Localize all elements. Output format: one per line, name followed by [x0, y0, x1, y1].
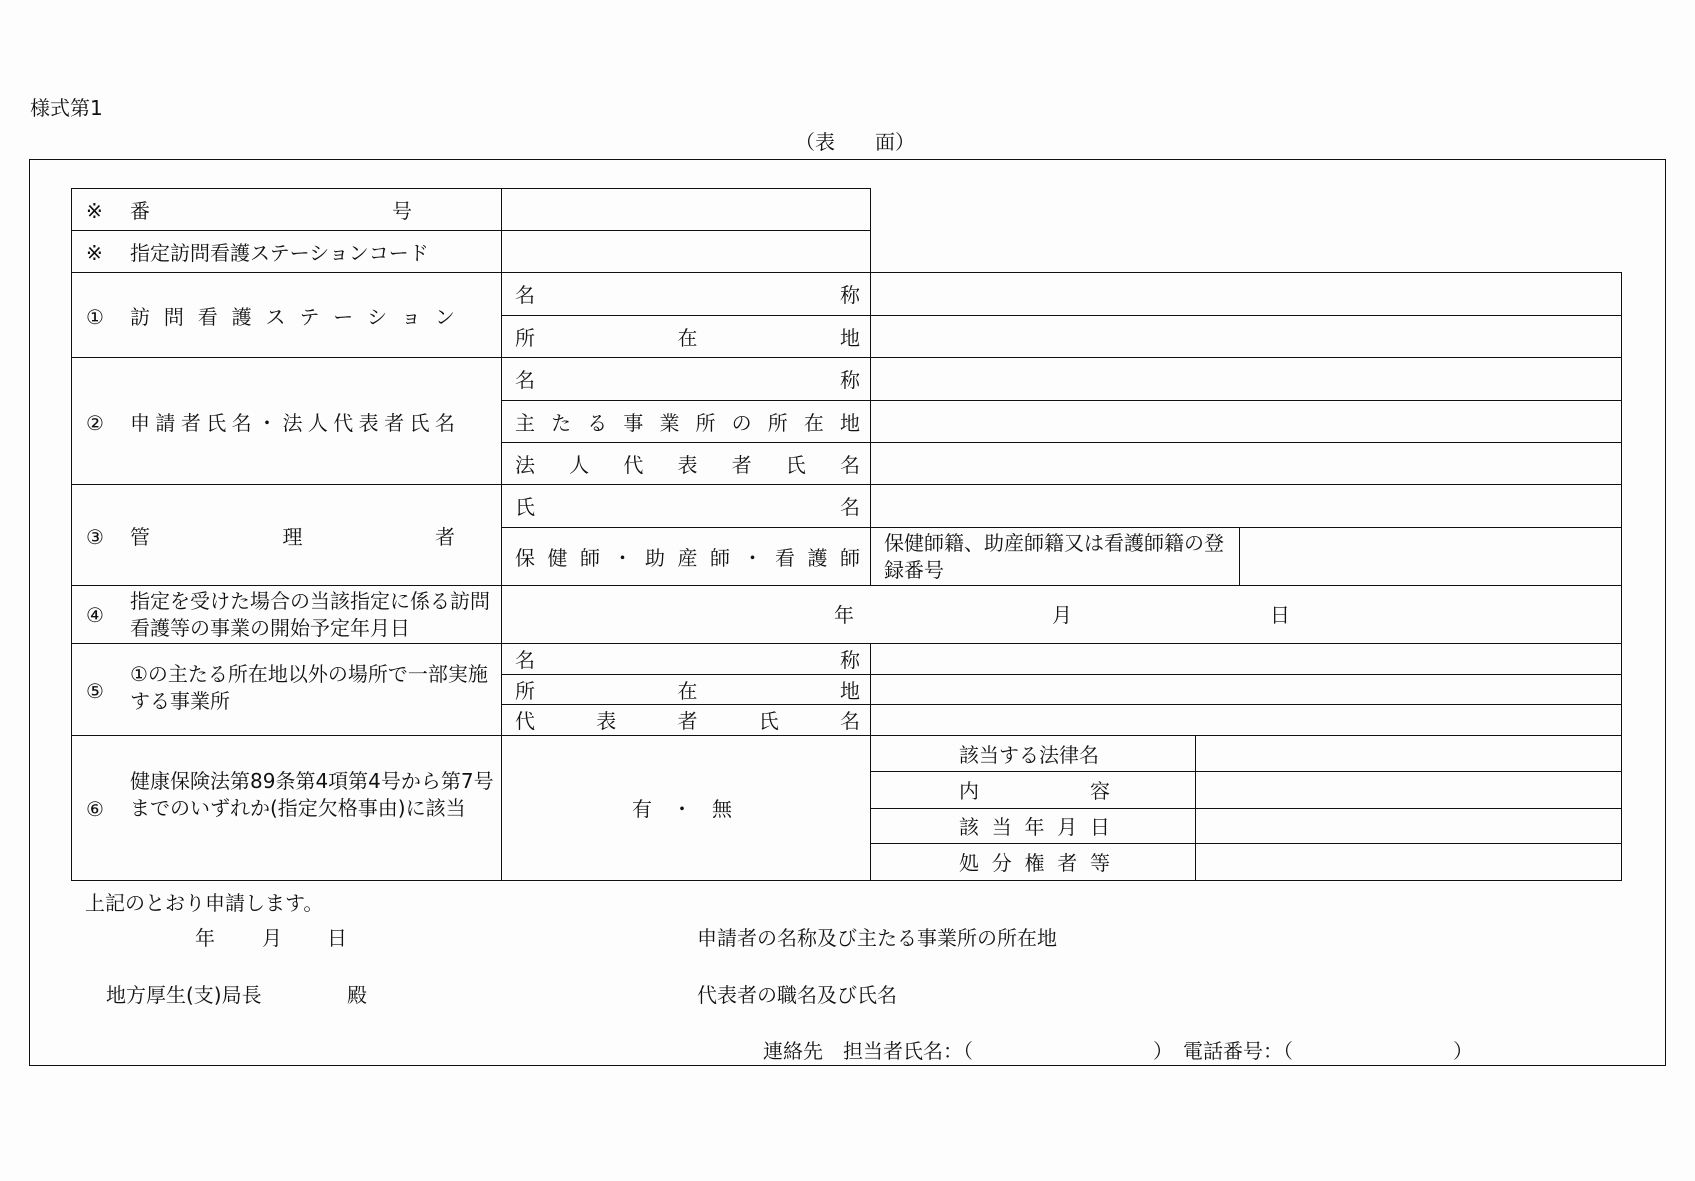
start-year-label: 年 — [834, 603, 854, 627]
contact-line: 連絡先 担当者氏名：（ ） 電話番号：（ ） — [763, 1039, 1473, 1063]
representative-label: 法 人 代 表 者 氏 名 — [515, 453, 860, 477]
start-day-label: 日 — [1270, 603, 1290, 627]
applicant-address-input[interactable] — [870, 400, 1622, 443]
station-mark: ① — [86, 305, 104, 329]
content-input[interactable] — [1195, 771, 1622, 809]
station-name-input[interactable] — [870, 272, 1622, 316]
station-name-label: 名 称 — [515, 283, 860, 307]
manager-label: 管 理 者 — [130, 525, 455, 549]
branch-name-input[interactable] — [870, 643, 1622, 675]
form-id: 様式第1 — [30, 96, 103, 120]
honorific: 殿 — [347, 983, 367, 1007]
law-label: 該当する法律名 — [959, 743, 1099, 767]
manager-license-label: 保 健 師 ・ 助 産 師 ・ 看 護 師 — [515, 546, 860, 570]
branch-rep-label: 代 表 者 氏 名 — [515, 709, 860, 733]
code-mark: ※ — [86, 241, 103, 265]
number-input[interactable] — [501, 188, 871, 231]
code-label: 指定訪問看護ステーションコード — [130, 241, 429, 265]
branch-address-input[interactable] — [870, 674, 1622, 705]
start-month-label: 月 — [1052, 603, 1072, 627]
applicant-name-label: 名 称 — [515, 368, 860, 392]
applicant-mark: ② — [86, 411, 104, 435]
applicant-label: 申 請 者 氏 名 ・ 法 人 代 表 者 氏 名 — [130, 411, 455, 435]
authority-label: 処 分 権 者 等 — [959, 851, 1110, 875]
registration-number-input[interactable] — [1239, 527, 1622, 586]
branch-address-label: 所 在 地 — [515, 679, 860, 703]
manager-name-label: 氏 名 — [515, 495, 860, 519]
footer-day: 日 — [327, 926, 347, 950]
representative-input[interactable] — [870, 442, 1622, 485]
branch-rep-input[interactable] — [870, 704, 1622, 736]
branch-label: ①の主たる所在地以外の場所で一部実施する事業所 — [130, 662, 488, 713]
station-address-input[interactable] — [870, 315, 1622, 358]
manager-name-input[interactable] — [870, 484, 1622, 528]
footer-month: 月 — [262, 926, 282, 950]
content-label: 内 容 — [959, 779, 1110, 803]
applicant-address-label: 主 た る 事 業 所 の 所 在 地 — [515, 411, 860, 435]
number-label: 番 号 — [130, 199, 412, 223]
representative-caption: 代表者の職名及び氏名 — [697, 983, 897, 1007]
addressee: 地方厚生(支)局長 — [106, 983, 262, 1007]
manager-mark: ③ — [86, 525, 104, 549]
authority-input[interactable] — [1195, 843, 1622, 881]
declaration: 上記のとおり申請します。 — [85, 891, 324, 915]
start-date-mark: ④ — [86, 603, 104, 627]
applicant-address-caption: 申請者の名称及び主たる事業所の所在地 — [697, 926, 1057, 950]
registration-label: 保健師籍、助産師籍又は看護師籍の登録番号 — [884, 531, 1224, 582]
law-input[interactable] — [1195, 735, 1622, 772]
applicant-name-input[interactable] — [870, 357, 1622, 401]
disq-date-label: 該 当 年 月 日 — [959, 815, 1110, 839]
disq-choice[interactable]: 有 ・ 無 — [632, 797, 732, 821]
station-code-input[interactable] — [501, 230, 871, 273]
footer-year: 年 — [195, 926, 215, 950]
disq-label: 健康保険法第89条第4項第4号から第7号までのいずれか(指定欠格事由)に該当 — [130, 769, 494, 820]
station-address-label: 所 在 地 — [515, 326, 860, 350]
branch-name-label: 名 称 — [515, 648, 860, 672]
station-label: 訪 問 看 護 ス テ ー シ ョ ン — [130, 305, 455, 329]
number-mark: ※ — [86, 199, 103, 223]
side-label: （表 面） — [795, 130, 915, 154]
start-date-label: 指定を受けた場合の当該指定に係る訪問看護等の事業の開始予定年月日 — [130, 589, 490, 640]
branch-mark: ⑤ — [86, 679, 104, 703]
disq-date-input[interactable] — [1195, 808, 1622, 844]
disq-mark: ⑥ — [86, 797, 104, 821]
